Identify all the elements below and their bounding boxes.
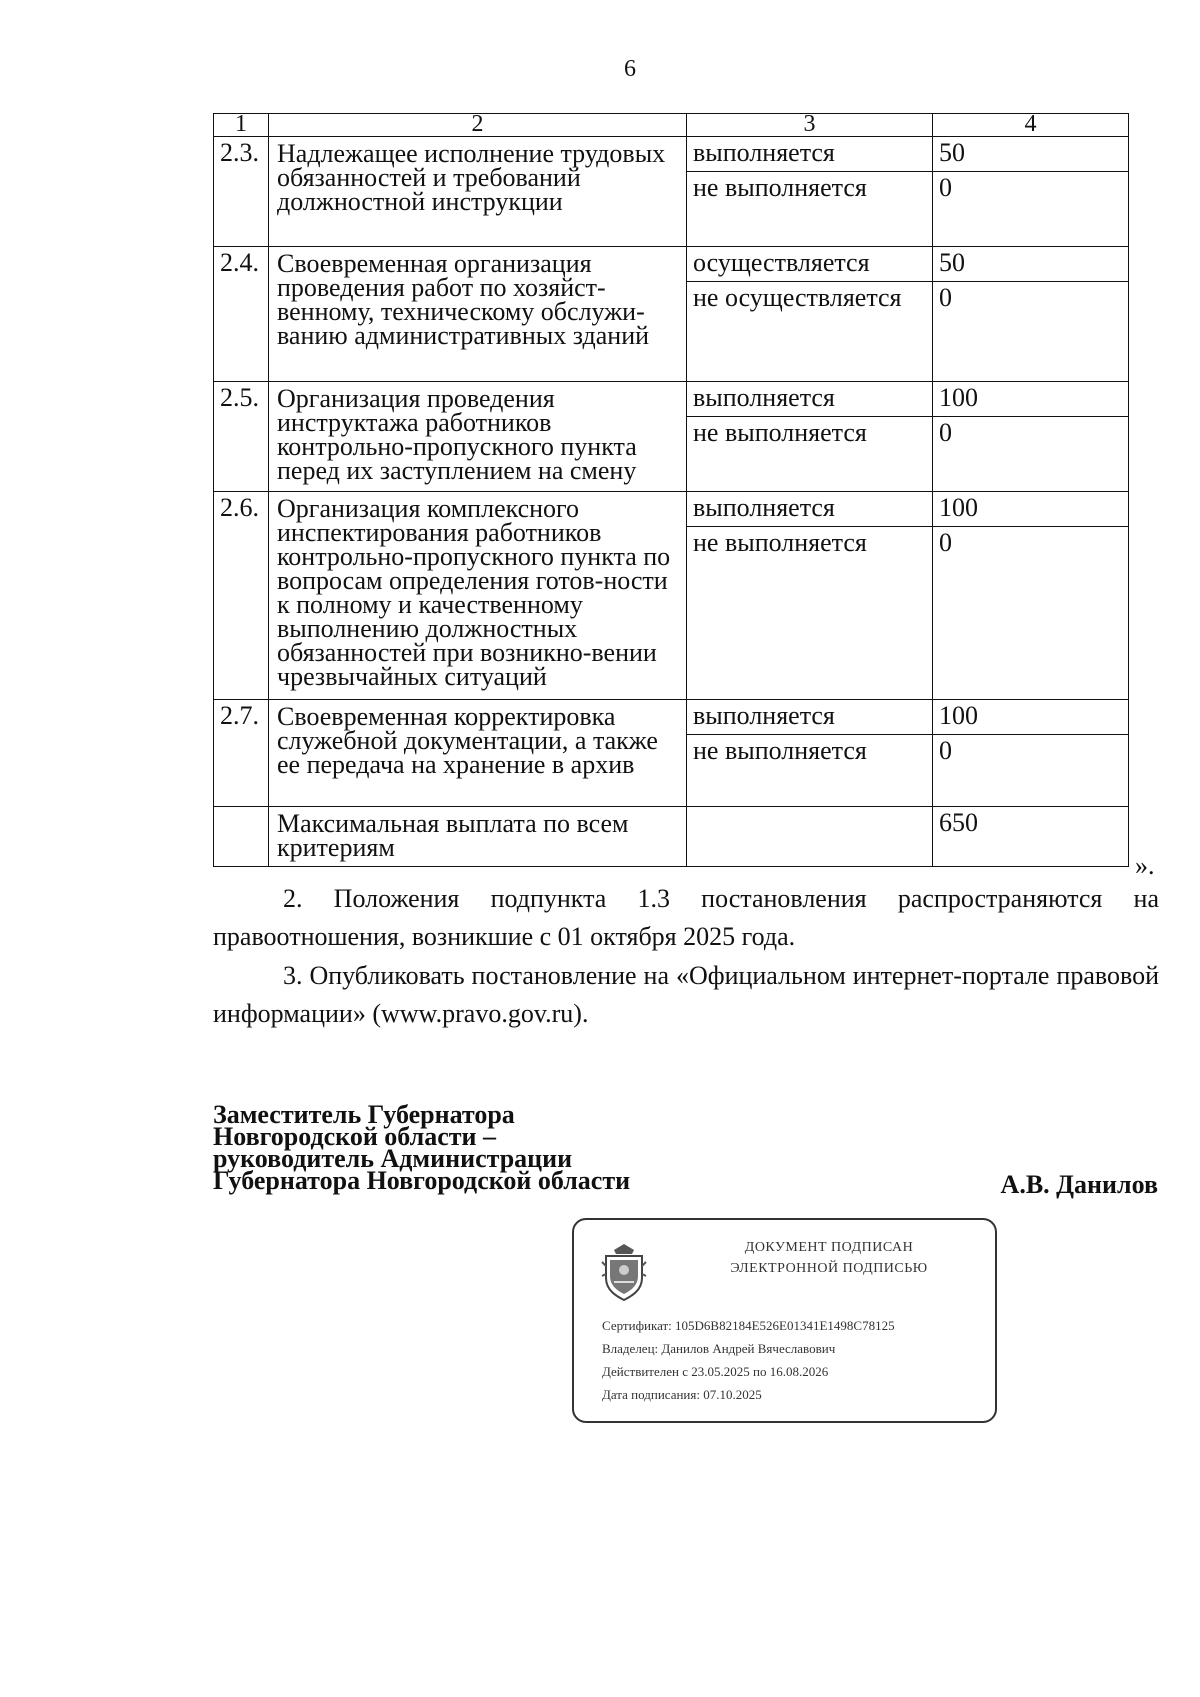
criterion-cell: Надлежащее исполнение трудовых обязанностей и требований должностной инструкции [269, 137, 687, 247]
position-line: Заместитель Губернатора [213, 1100, 515, 1129]
total-label: Максимальная выплата по всем критериям [269, 807, 687, 867]
criteria-table [213, 113, 1129, 867]
total-value: 650 [933, 807, 1129, 867]
position-line: руководитель Администрации [213, 1144, 573, 1173]
score-cell: 100 [933, 492, 1129, 527]
status-cell: выполняется [687, 137, 933, 172]
score-cell: 50 [933, 137, 1129, 172]
paragraph-2: 2. Положения подпункта 1.3 постановления распространяются на правоотношения, возникшие с 01 октября 2025 года. [213, 884, 1159, 951]
criterion-cell: Своевременная корректировка служебной документации, а также ее передача на хранение в архив [269, 700, 687, 807]
table-row [214, 700, 1129, 735]
score-cell: 0 [933, 735, 1129, 807]
score-cell: 50 [933, 247, 1129, 282]
status-cell: осуществляется [687, 247, 933, 282]
stamp-certificate: Сертификат: 105D6B82184E526E01341E1498C78125 [602, 1318, 895, 1333]
stamp-signing-date: Дата подписания: 07.10.2025 [602, 1387, 762, 1402]
status-cell: не выполняется [687, 417, 933, 492]
position-line: Губернатора Новгородской области [213, 1166, 631, 1195]
criterion-cell: Своевременная организация проведения работ по хозяйст-венному, техническому обслужи-ванию административных зданий [269, 247, 687, 382]
column-header: 4 [933, 114, 1129, 137]
closing-quote: ». [1135, 851, 1155, 880]
status-cell: выполняется [687, 382, 933, 417]
status-cell: выполняется [687, 700, 933, 735]
stamp-validity: Действителен с 23.05.2025 по 16.08.2026 [602, 1364, 829, 1379]
electronic-signature-stamp [572, 1218, 997, 1423]
paragraph-3: 3. Опубликовать постановление на «Официальном интернет-портале правовой информации» (www.pravo.gov.ru). [213, 961, 1159, 1028]
status-cell: не выполняется [687, 735, 933, 807]
criterion-cell: Организация комплексного инспектирования работников контрольно-пропускного пункта по вопросам определения готов-ности к полному и качественному выполнению должностных обязанностей при возникно-вении чрезвычайных ситуаций [269, 492, 687, 700]
column-header: 2 [269, 114, 687, 137]
score-cell: 0 [933, 282, 1129, 382]
row-number: 2.7. [214, 700, 269, 807]
stamp-title-line2: ЭЛЕКТРОННОЙ ПОДПИСЬЮ [730, 1261, 928, 1276]
empty-cell [687, 807, 933, 867]
status-cell: не осуществляется [687, 282, 933, 382]
status-cell: не выполняется [687, 172, 933, 247]
position-line: Новгородской области – [213, 1122, 497, 1151]
row-number: 2.3. [214, 137, 269, 247]
row-number: 2.4. [214, 247, 269, 382]
column-header: 3 [687, 114, 933, 137]
row-number: 2.5. [214, 382, 269, 492]
table-row [214, 247, 1129, 282]
empty-cell [214, 807, 269, 867]
signatory-name: А.В. Данилов [1000, 1170, 1158, 1199]
table-row [214, 137, 1129, 172]
table-row [214, 382, 1129, 417]
novgorod-coat-of-arms-icon [600, 1242, 648, 1302]
criterion-cell: Организация проведения инструктажа работников контрольно-пропускного пункта перед их заступлением на смену [269, 382, 687, 492]
status-cell: выполняется [687, 492, 933, 527]
stamp-title-line1: ДОКУМЕНТ ПОДПИСАН [744, 1240, 914, 1255]
table-row-total [214, 807, 1129, 867]
status-cell: не выполняется [687, 527, 933, 700]
page-number: 6 [624, 56, 636, 82]
score-cell: 0 [933, 527, 1129, 700]
stamp-owner: Владелец: Данилов Андрей Вячеславович [602, 1341, 836, 1356]
signatory-position [213, 1100, 631, 1195]
column-header: 1 [214, 114, 269, 137]
row-number: 2.6. [214, 492, 269, 700]
table-header-row [214, 114, 1129, 137]
score-cell: 0 [933, 417, 1129, 492]
score-cell: 100 [933, 700, 1129, 735]
table-row [214, 492, 1129, 527]
score-cell: 0 [933, 172, 1129, 247]
score-cell: 100 [933, 382, 1129, 417]
